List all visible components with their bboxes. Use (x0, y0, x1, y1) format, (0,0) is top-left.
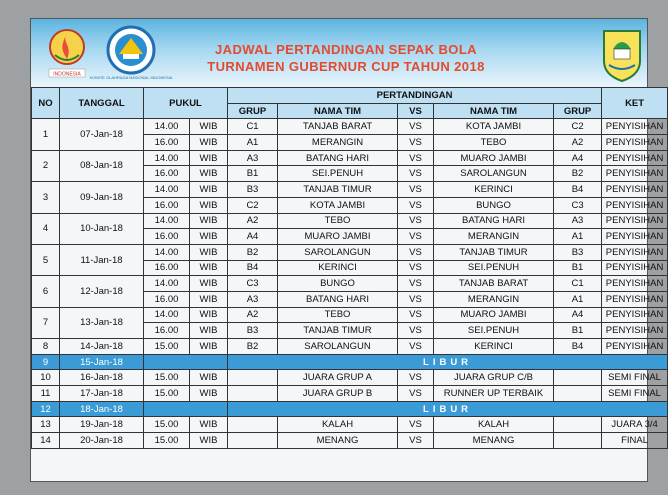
row-grup-1: B1 (228, 166, 278, 182)
row-ket: JUARA 3/4 (602, 417, 668, 433)
table-row (32, 307, 668, 323)
row-ket: PENYISIHAN (602, 323, 668, 339)
row-no: 2 (32, 150, 60, 181)
row-vs: VS (398, 307, 434, 323)
row-no: 6 (32, 276, 60, 307)
row-team-1: SAROLANGUN (278, 339, 398, 355)
row-zone: WIB (190, 119, 228, 135)
col-ket: KET (602, 88, 668, 119)
row-grup-1: C1 (228, 119, 278, 135)
row-ket: PENYISIHAN (602, 260, 668, 276)
row-date: 16-Jan-18 (60, 370, 144, 386)
row-grup-2: B2 (554, 166, 602, 182)
row-grup-2: B4 (554, 182, 602, 198)
row-time: 15.00 (144, 370, 190, 386)
row-team-2: MUARO JAMBI (434, 307, 554, 323)
row-zone: WIB (190, 323, 228, 339)
libur-spacer (144, 401, 228, 417)
table-row (32, 150, 668, 166)
row-zone: WIB (190, 276, 228, 292)
table-row (32, 417, 668, 433)
row-team-2: SAROLANGUN (434, 166, 554, 182)
row-zone: WIB (190, 150, 228, 166)
row-vs: VS (398, 339, 434, 355)
row-no: 7 (32, 307, 60, 338)
row-zone: WIB (190, 260, 228, 276)
row-team-2: KOTA JAMBI (434, 119, 554, 135)
row-time: 15.00 (144, 417, 190, 433)
row-team-1: MERANGIN (278, 135, 398, 151)
row-team-2: SEI.PENUH (434, 260, 554, 276)
row-time: 16.00 (144, 197, 190, 213)
row-ket: PENYISIHAN (602, 119, 668, 135)
row-zone: WIB (190, 135, 228, 151)
row-time: 16.00 (144, 229, 190, 245)
row-grup-1: A3 (228, 291, 278, 307)
row-team-1: MUARO JAMBI (278, 229, 398, 245)
row-date: 08-Jan-18 (60, 150, 144, 181)
row-grup-1: A3 (228, 150, 278, 166)
row-ket: PENYISIHAN (602, 291, 668, 307)
row-grup-2: A1 (554, 229, 602, 245)
row-vs: VS (398, 244, 434, 260)
row-zone: WIB (190, 229, 228, 245)
col-nama-tim-1: NAMA TIM (278, 103, 398, 119)
row-date: 18-Jan-18 (60, 401, 144, 417)
table-row (32, 433, 668, 449)
row-team-1: BUNGO (278, 276, 398, 292)
row-date: 11-Jan-18 (60, 244, 144, 275)
row-team-2: BATANG HARI (434, 213, 554, 229)
row-date: 19-Jan-18 (60, 417, 144, 433)
row-time: 14.00 (144, 182, 190, 198)
row-time: 16.00 (144, 260, 190, 276)
row-grup-1: A2 (228, 307, 278, 323)
row-no: 8 (32, 339, 60, 355)
row-vs: VS (398, 323, 434, 339)
row-vs: VS (398, 276, 434, 292)
row-team-2: RUNNER UP TERBAIK (434, 386, 554, 402)
row-vs: VS (398, 291, 434, 307)
row-no: 1 (32, 119, 60, 150)
row-ket: PENYISIHAN (602, 166, 668, 182)
row-team-2: MUARO JAMBI (434, 150, 554, 166)
row-grup-2: C3 (554, 197, 602, 213)
row-team-1: BATANG HARI (278, 291, 398, 307)
row-grup-2: B1 (554, 260, 602, 276)
row-grup-1: B3 (228, 323, 278, 339)
row-zone: WIB (190, 291, 228, 307)
row-team-1: TANJAB TIMUR (278, 182, 398, 198)
row-date: 10-Jan-18 (60, 213, 144, 244)
row-zone: WIB (190, 244, 228, 260)
row-team-1: TEBO (278, 213, 398, 229)
row-time: 15.00 (144, 339, 190, 355)
row-ket: PENYISIHAN (602, 182, 668, 198)
row-date: 14-Jan-18 (60, 339, 144, 355)
row-grup-2: B4 (554, 339, 602, 355)
koni-logo (43, 25, 91, 81)
row-team-2: BUNGO (434, 197, 554, 213)
row-grup-1 (228, 370, 278, 386)
row-team-2: MERANGIN (434, 291, 554, 307)
row-no: 10 (32, 370, 60, 386)
row-time: 15.00 (144, 433, 190, 449)
row-grup-2: A1 (554, 291, 602, 307)
row-time: 14.00 (144, 307, 190, 323)
row-ket: PENYISIHAN (602, 339, 668, 355)
row-zone: WIB (190, 433, 228, 449)
table-row (32, 244, 668, 260)
row-grup-1: A2 (228, 213, 278, 229)
col-grup-2: GRUP (554, 103, 602, 119)
jambi-emblem (601, 27, 643, 83)
row-grup-1: C3 (228, 276, 278, 292)
row-team-1: KERINCI (278, 260, 398, 276)
row-team-2: TANJAB BARAT (434, 276, 554, 292)
row-zone: WIB (190, 386, 228, 402)
row-date: 15-Jan-18 (60, 354, 144, 370)
row-time: 16.00 (144, 135, 190, 151)
row-no: 5 (32, 244, 60, 275)
row-vs: VS (398, 135, 434, 151)
row-zone: WIB (190, 370, 228, 386)
row-ket: PENYISIHAN (602, 307, 668, 323)
komite-olahraga-logo (89, 24, 173, 82)
row-grup-1: B2 (228, 339, 278, 355)
title-line-1: JADWAL PERTANDINGAN SEPAK BOLA (215, 42, 477, 57)
row-team-1: KOTA JAMBI (278, 197, 398, 213)
row-date: 07-Jan-18 (60, 119, 144, 150)
table-row (32, 370, 668, 386)
row-time: 14.00 (144, 150, 190, 166)
row-team-1: KALAH (278, 417, 398, 433)
table-row (32, 182, 668, 198)
row-ket: PENYISIHAN (602, 150, 668, 166)
page-title (181, 41, 511, 75)
row-team-1: BATANG HARI (278, 150, 398, 166)
row-ket: PENYISIHAN (602, 197, 668, 213)
libur-spacer (144, 354, 228, 370)
libur-row (32, 401, 668, 417)
table-row (32, 339, 668, 355)
row-time: 14.00 (144, 276, 190, 292)
row-vs: VS (398, 386, 434, 402)
row-grup-2: C1 (554, 276, 602, 292)
row-time: 14.00 (144, 244, 190, 260)
row-vs: VS (398, 370, 434, 386)
col-tanggal: TANGGAL (60, 88, 144, 119)
row-ket: SEMI FINAL (602, 370, 668, 386)
table-row (32, 213, 668, 229)
libur-label: LIBUR (228, 354, 668, 370)
row-no: 4 (32, 213, 60, 244)
row-date: 13-Jan-18 (60, 307, 144, 338)
svg-text:KOMITE OLAHRAGA NASIONAL INDON: KOMITE OLAHRAGA NASIONAL INDONESIA (89, 75, 173, 80)
row-team-1: SAROLANGUN (278, 244, 398, 260)
row-no: 12 (32, 401, 60, 417)
row-team-1: MENANG (278, 433, 398, 449)
row-grup-2: B3 (554, 244, 602, 260)
row-grup-2: A4 (554, 307, 602, 323)
row-vs: VS (398, 150, 434, 166)
row-vs: VS (398, 433, 434, 449)
row-grup-1: B2 (228, 244, 278, 260)
row-team-2: JUARA GRUP C/B (434, 370, 554, 386)
libur-row (32, 354, 668, 370)
row-no: 3 (32, 182, 60, 213)
row-grup-1 (228, 433, 278, 449)
row-zone: WIB (190, 339, 228, 355)
row-zone: WIB (190, 166, 228, 182)
row-grup-1: A1 (228, 135, 278, 151)
row-grup-2: A3 (554, 213, 602, 229)
row-no: 13 (32, 417, 60, 433)
row-ket: FINAL (602, 433, 668, 449)
row-team-2: SEI.PENUH (434, 323, 554, 339)
row-grup-1 (228, 417, 278, 433)
row-team-2: TANJAB TIMUR (434, 244, 554, 260)
row-no: 14 (32, 433, 60, 449)
row-date: 17-Jan-18 (60, 386, 144, 402)
row-grup-2 (554, 433, 602, 449)
row-grup-2: A2 (554, 135, 602, 151)
schedule-board (30, 18, 664, 482)
row-date: 20-Jan-18 (60, 433, 144, 449)
row-grup-1: B3 (228, 182, 278, 198)
row-grup-1: B4 (228, 260, 278, 276)
row-time: 16.00 (144, 166, 190, 182)
row-ket: PENYISIHAN (602, 213, 668, 229)
row-zone: WIB (190, 182, 228, 198)
table-row (32, 119, 668, 135)
row-grup-1: C2 (228, 197, 278, 213)
row-vs: VS (398, 182, 434, 198)
row-time: 16.00 (144, 291, 190, 307)
row-team-2: KERINCI (434, 182, 554, 198)
row-zone: WIB (190, 213, 228, 229)
row-time: 15.00 (144, 386, 190, 402)
row-grup-2 (554, 417, 602, 433)
row-team-2: MERANGIN (434, 229, 554, 245)
row-vs: VS (398, 197, 434, 213)
row-no: 9 (32, 354, 60, 370)
col-pukul: PUKUL (144, 88, 228, 119)
row-team-1: JUARA GRUP B (278, 386, 398, 402)
row-vs: VS (398, 417, 434, 433)
col-vs: VS (398, 103, 434, 119)
table-row (32, 386, 668, 402)
row-ket: PENYISIHAN (602, 135, 668, 151)
row-team-2: KERINCI (434, 339, 554, 355)
row-vs: VS (398, 166, 434, 182)
row-grup-1: A4 (228, 229, 278, 245)
row-grup-2 (554, 370, 602, 386)
col-grup-1: GRUP (228, 103, 278, 119)
row-team-2: KALAH (434, 417, 554, 433)
col-nama-tim-2: NAMA TIM (434, 103, 554, 119)
row-ket: PENYISIHAN (602, 276, 668, 292)
row-team-2: MENANG (434, 433, 554, 449)
row-vs: VS (398, 213, 434, 229)
row-grup-2: B1 (554, 323, 602, 339)
row-vs: VS (398, 260, 434, 276)
row-zone: WIB (190, 417, 228, 433)
row-grup-2: A4 (554, 150, 602, 166)
schedule-table (31, 87, 668, 449)
svg-text:INDONESIA: INDONESIA (53, 71, 81, 78)
row-vs: VS (398, 229, 434, 245)
row-time: 14.00 (144, 213, 190, 229)
table-row (32, 276, 668, 292)
row-grup-1 (228, 386, 278, 402)
col-pertandingan: PERTANDINGAN (228, 88, 602, 104)
row-zone: WIB (190, 307, 228, 323)
title-line-2: TURNAMEN GUBERNUR CUP TAHUN 2018 (207, 59, 485, 74)
row-zone: WIB (190, 197, 228, 213)
col-no: NO (32, 88, 60, 119)
row-date: 09-Jan-18 (60, 182, 144, 213)
row-team-2: TEBO (434, 135, 554, 151)
header-banner (31, 19, 647, 89)
row-team-1: TEBO (278, 307, 398, 323)
row-grup-2 (554, 386, 602, 402)
row-team-1: TANJAB TIMUR (278, 323, 398, 339)
row-date: 12-Jan-18 (60, 276, 144, 307)
row-ket: SEMI FINAL (602, 386, 668, 402)
row-grup-2: C2 (554, 119, 602, 135)
row-ket: PENYISIHAN (602, 244, 668, 260)
libur-label: LIBUR (228, 401, 668, 417)
row-team-1: TANJAB BARAT (278, 119, 398, 135)
row-vs: VS (398, 119, 434, 135)
row-no: 11 (32, 386, 60, 402)
row-team-1: SEI.PENUH (278, 166, 398, 182)
row-team-1: JUARA GRUP A (278, 370, 398, 386)
row-ket: PENYISIHAN (602, 229, 668, 245)
row-time: 14.00 (144, 119, 190, 135)
row-time: 16.00 (144, 323, 190, 339)
